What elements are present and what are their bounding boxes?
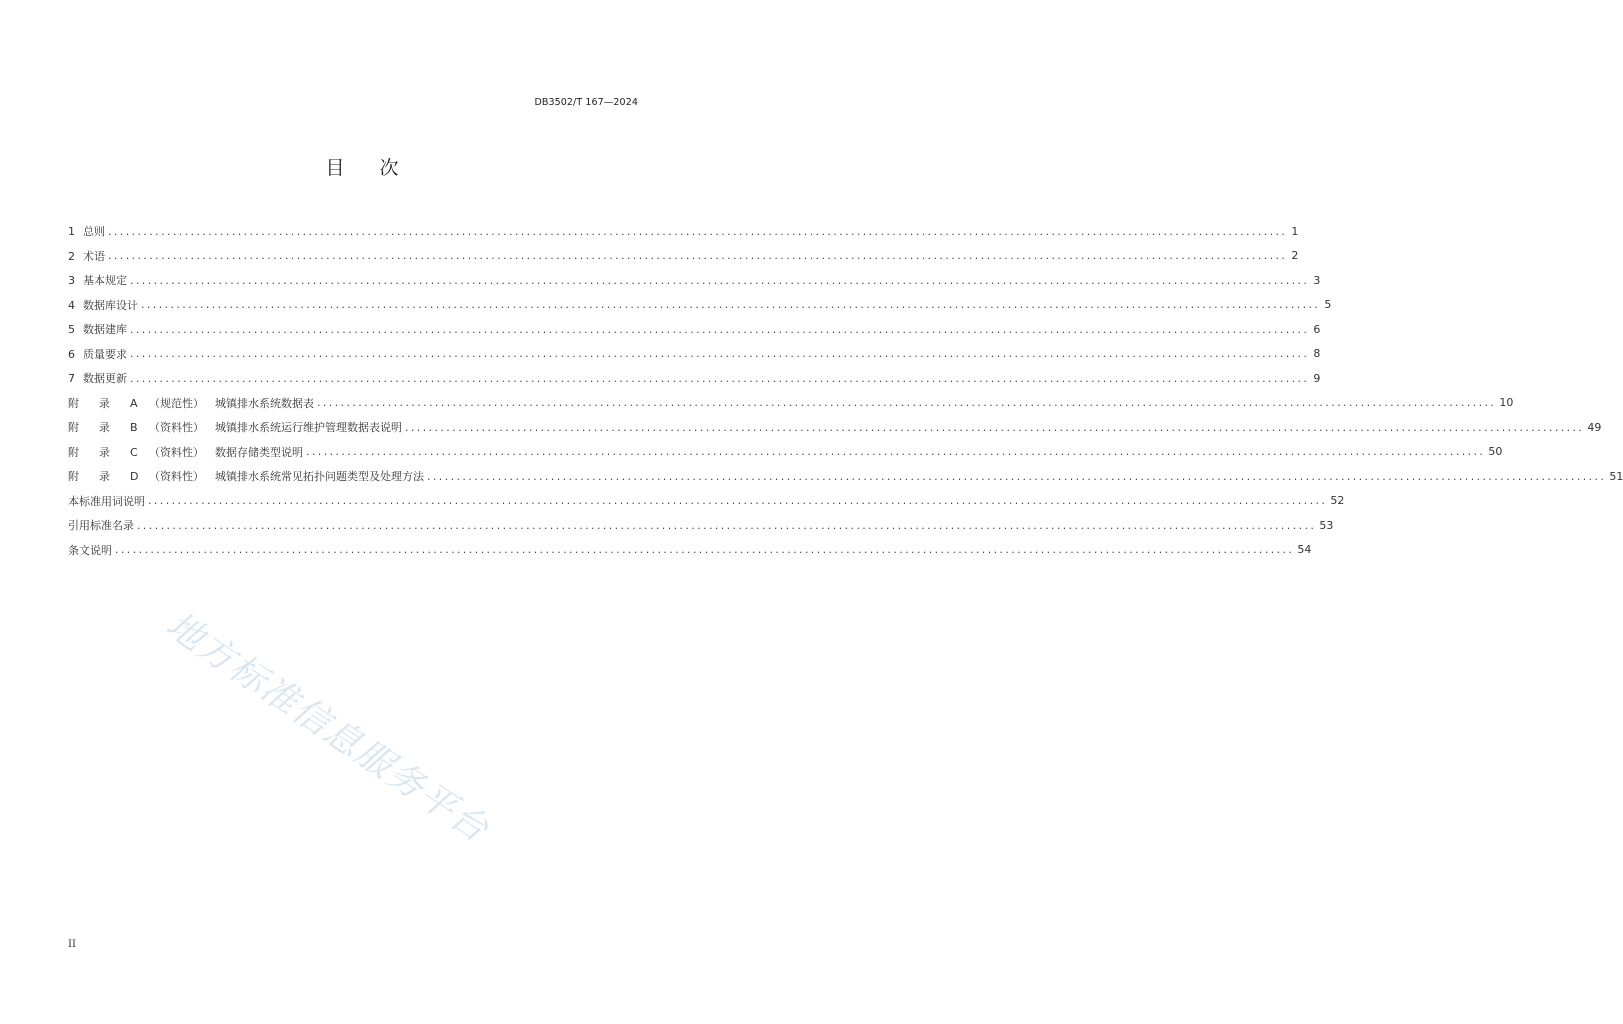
toc-entry-label — [68, 272, 127, 288]
toc-entry[interactable] — [68, 513, 1334, 538]
toc-entry-page: 1 — [1291, 224, 1299, 238]
appendix-prefix: 附 — [68, 396, 79, 410]
toc-entry-title: 基本规定 — [83, 274, 127, 288]
toc-entry-page: 49 — [1587, 420, 1602, 434]
toc-entry-number: 6 — [68, 347, 75, 361]
toc-entry-label — [68, 444, 303, 460]
toc-dot-leader: ........................................................................................................................................................................................................ — [108, 224, 1288, 238]
toc-entry[interactable] — [68, 489, 1345, 514]
toc-entry-label — [68, 223, 105, 239]
toc-entry-number: 2 — [68, 249, 75, 263]
appendix-prefix: 附 — [68, 421, 79, 435]
toc-entry[interactable] — [68, 538, 1312, 563]
toc-entry-label — [68, 321, 127, 337]
toc-entry[interactable] — [68, 317, 1321, 342]
toc-entry-title: 城镇排水系统常见拓扑问题类型及处理方法 — [215, 470, 424, 484]
appendix-type: （规范性） — [149, 396, 204, 410]
standard-code: DB3502/T 167—2024 — [534, 97, 638, 108]
toc-entry-page: 6 — [1313, 322, 1321, 336]
appendix-letter: C — [130, 445, 138, 459]
toc-entry-number: 4 — [68, 298, 75, 312]
toc-entry-page: 2 — [1291, 249, 1299, 263]
toc-appendix-entry[interactable] — [68, 464, 1623, 489]
toc-entry-title: 数据更新 — [83, 372, 127, 386]
toc-entry-title: 总则 — [83, 225, 105, 239]
toc-dot-leader: ........................................................................................................................................................................................................ — [306, 445, 1486, 459]
toc-entry-label — [68, 248, 105, 264]
appendix-prefix: 附 — [68, 470, 79, 484]
toc-entry-title: 城镇排水系统运行维护管理数据表说明 — [215, 421, 402, 435]
toc-dot-leader: ........................................................................................................................................................................................................ — [108, 249, 1288, 263]
toc-entry-page: 52 — [1330, 494, 1345, 508]
toc-entry-page: 9 — [1313, 371, 1321, 385]
toc-entry-number: 1 — [68, 225, 75, 239]
toc-dot-leader: ........................................................................................................................................................................................................ — [141, 298, 1321, 312]
toc-entry[interactable] — [68, 342, 1321, 367]
toc-entry[interactable] — [68, 293, 1332, 318]
watermark: 地方标准信息服务平台 — [158, 604, 497, 852]
toc-entry-page: 10 — [1499, 396, 1514, 410]
appendix-type: （资料性） — [149, 421, 204, 435]
toc-entry-page: 53 — [1319, 518, 1334, 532]
toc-appendix-entry[interactable] — [68, 440, 1503, 465]
toc-entry-page: 51 — [1609, 469, 1623, 483]
toc-dot-leader: ........................................................................................................................................................................................................ — [405, 420, 1585, 434]
toc-entry-title: 城镇排水系统数据表 — [215, 396, 314, 410]
toc-appendix-entry[interactable] — [68, 391, 1514, 416]
toc-entry-page: 8 — [1313, 347, 1321, 361]
toc-entry-title: 数据存储类型说明 — [215, 445, 303, 459]
toc-entry-page: 5 — [1324, 298, 1332, 312]
toc-appendix-list — [68, 391, 1623, 489]
toc-entry-number: 5 — [68, 323, 75, 337]
toc-dot-leader: ........................................................................................................................................................................................................ — [148, 494, 1328, 508]
toc-entry-label — [68, 297, 138, 313]
toc-entry-label — [68, 395, 314, 411]
toc-entry[interactable] — [68, 366, 1321, 391]
appendix-letter: B — [130, 421, 138, 435]
toc-dot-leader: ........................................................................................................................................................................................................ — [137, 518, 1317, 532]
toc-entry-title: 本标准用词说明 — [68, 494, 145, 508]
toc-dot-leader: ........................................................................................................................................................................................................ — [130, 371, 1310, 385]
page-title: 目次 — [325, 157, 434, 179]
toc-entry-title: 数据建库 — [83, 323, 127, 337]
toc-entry-title: 术语 — [83, 249, 105, 263]
toc-dot-leader: ........................................................................................................................................................................................................ — [115, 543, 1295, 557]
appendix-letter: D — [130, 470, 139, 484]
toc-dot-leader: ........................................................................................................................................................................................................ — [130, 322, 1310, 336]
toc-entry-number: 3 — [68, 274, 75, 288]
toc-entry[interactable] — [68, 268, 1321, 293]
toc-dot-leader: ........................................................................................................................................................................................................ — [317, 396, 1497, 410]
toc-entry-title: 条文说明 — [68, 543, 112, 557]
appendix-prefix-2: 录 — [99, 470, 110, 484]
page-number: II — [68, 939, 76, 950]
toc-entry-label — [68, 419, 402, 435]
toc-entry-label — [68, 468, 424, 484]
toc-appendix-entry[interactable] — [68, 415, 1602, 440]
toc-entry-title: 引用标准名录 — [68, 519, 134, 533]
toc-entry-page: 3 — [1313, 273, 1321, 287]
toc-entry-label — [68, 370, 127, 386]
appendix-prefix: 附 — [68, 445, 79, 459]
toc-entry[interactable] — [68, 244, 1299, 269]
toc-extra-list — [68, 489, 1345, 563]
toc-entry-title: 质量要求 — [83, 347, 127, 361]
appendix-prefix-2: 录 — [99, 421, 110, 435]
toc-dot-leader: ........................................................................................................................................................................................................ — [427, 469, 1607, 483]
toc-dot-leader: ........................................................................................................................................................................................................ — [130, 273, 1310, 287]
toc-entry[interactable] — [68, 219, 1299, 244]
appendix-prefix-2: 录 — [99, 396, 110, 410]
toc-entry-number: 7 — [68, 372, 75, 386]
toc-entry-page: 54 — [1297, 543, 1312, 557]
toc-entry-label — [68, 346, 127, 362]
appendix-type: （资料性） — [149, 445, 204, 459]
appendix-letter: A — [130, 396, 138, 410]
appendix-type: （资料性） — [149, 470, 204, 484]
table-of-contents — [68, 219, 1623, 562]
toc-entry-page: 50 — [1488, 445, 1503, 459]
toc-entry-title: 数据库设计 — [83, 298, 138, 312]
toc-chapter-list — [68, 219, 1332, 391]
appendix-prefix-2: 录 — [99, 445, 110, 459]
toc-dot-leader: ........................................................................................................................................................................................................ — [130, 347, 1310, 361]
